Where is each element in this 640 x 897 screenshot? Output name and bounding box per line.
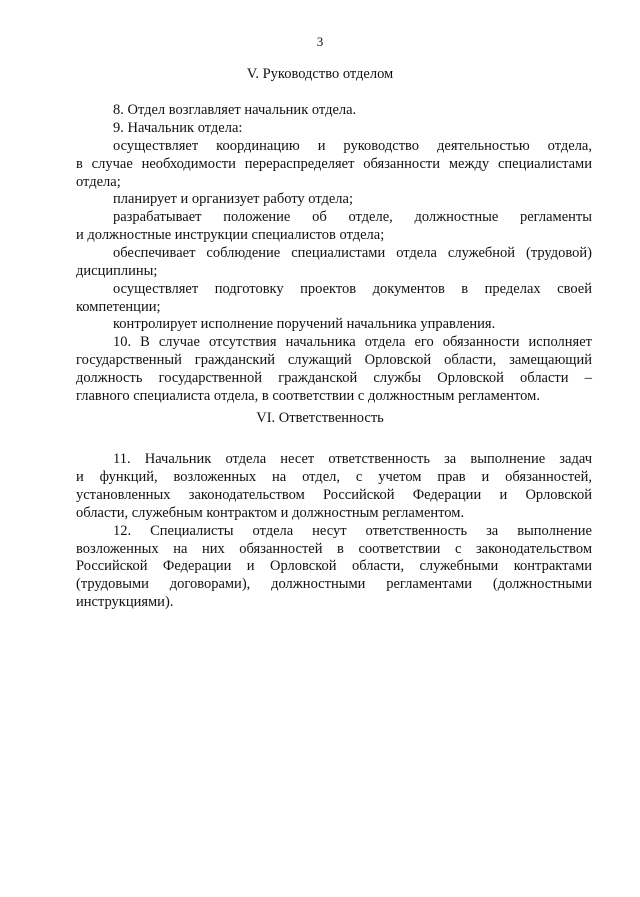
paragraph-line: Российской Федерации и Орловской области, служебными контрактами <box>76 558 592 574</box>
paragraph-line: контролирует исполнение поручений начальника управления. <box>113 316 496 332</box>
paragraph-line: должность государственной гражданской службы Орловской области – <box>76 370 592 386</box>
section-heading-management: V. Руководство отделом <box>246 66 394 82</box>
paragraph-line: дисциплины; <box>76 263 158 279</box>
paragraph-line: обеспечивает соблюдение специалистами отдела служебной (трудовой) <box>113 245 592 261</box>
paragraph-line: 12. Специалисты отдела несут ответственность за выполнение <box>113 523 592 539</box>
paragraph-line: разрабатывает положение об отделе, должностные регламенты <box>113 209 592 225</box>
paragraph-line: компетенции; <box>76 299 161 315</box>
paragraph-line: главного специалиста отдела, в соответствии с должностным регламентом. <box>76 388 540 404</box>
paragraph-line: осуществляет подготовку проектов документов в пределах своей <box>113 281 592 297</box>
paragraph-line: 9. Начальник отдела: <box>113 120 243 136</box>
page-number: 3 <box>316 34 324 49</box>
paragraph-line: 10. В случае отсутствия начальника отдела его обязанности исполняет <box>113 334 592 350</box>
paragraph-line: в случае необходимости перераспределяет обязанности между специалистами <box>76 156 592 172</box>
paragraph-line: 8. Отдел возглавляет начальник отдела. <box>113 102 357 118</box>
paragraph-line: (трудовыми договорами), должностными регламентами (должностными <box>76 576 592 592</box>
paragraph-line: инструкциями). <box>76 594 174 610</box>
paragraph-line: отдела; <box>76 174 121 190</box>
paragraph-line: планирует и организует работу отдела; <box>113 191 353 207</box>
section-heading-responsibility: VI. Ответственность <box>256 410 384 426</box>
paragraph-line: области, служебным контрактом и должностным регламентом. <box>76 505 465 521</box>
paragraph-line: и функций, возложенных на отдел, с учетом прав и обязанностей, <box>76 469 592 485</box>
paragraph-line: осуществляет координацию и руководство деятельностью отдела, <box>113 138 592 154</box>
paragraph-line: установленных законодательством Российской Федерации и Орловской <box>76 487 592 503</box>
paragraph-line: 11. Начальник отдела несет ответственность за выполнение задач <box>113 451 592 467</box>
paragraph-line: государственный гражданский служащий Орловской области, замещающий <box>76 352 592 368</box>
paragraph-line: и должностные инструкции специалистов отдела; <box>76 227 385 243</box>
paragraph-line: возложенных на них обязанностей в соответствии с законодательством <box>76 541 592 557</box>
